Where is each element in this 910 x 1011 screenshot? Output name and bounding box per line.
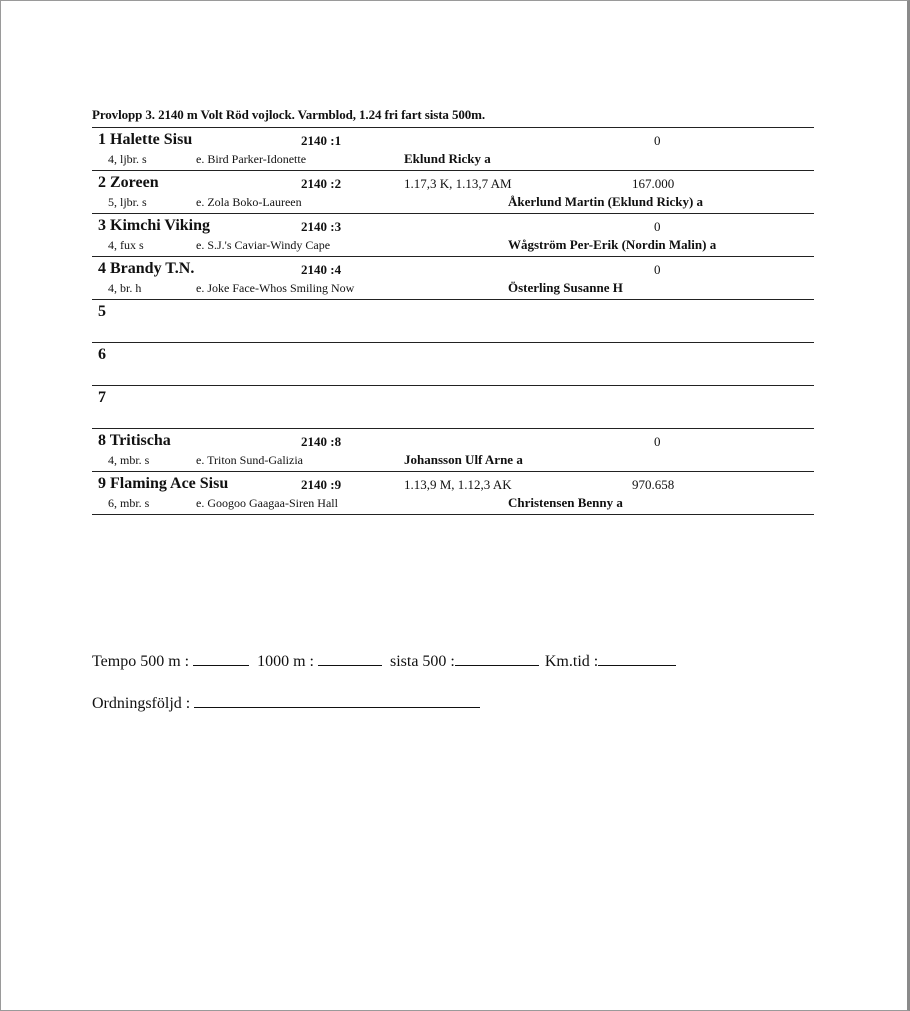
distance-post: 2140 :1: [301, 133, 342, 148]
driver: Eklund Ricky a: [404, 151, 491, 166]
entry-row: [92, 214, 814, 257]
horse-name: 8 Tritischa: [98, 432, 171, 449]
entry-row-empty: [92, 300, 814, 343]
distance-post: 2140 :3: [301, 219, 342, 234]
entry-row: [92, 472, 814, 515]
pedigree: e. Googoo Gaagaa-Siren Hall: [196, 496, 338, 510]
horse-info: 5, ljbr. s: [108, 195, 147, 209]
entry-row: [92, 171, 814, 214]
tempo-500-blank: [193, 651, 249, 666]
horse-info: 4, fux s: [108, 238, 144, 252]
start-number: 6: [98, 346, 106, 363]
record-times: 1.13,9 M, 1.12,3 AK: [404, 477, 512, 492]
record-times: 1.17,3 K, 1.13,7 AM: [404, 176, 512, 191]
driver: Österling Susanne H: [508, 280, 623, 295]
distance-post: 2140 :8: [301, 434, 342, 449]
pedigree: e. Bird Parker-Idonette: [196, 152, 307, 166]
earnings: 167.000: [632, 176, 675, 191]
entry-row: [92, 429, 814, 472]
earnings: 0: [654, 133, 661, 148]
horse-info: 6, mbr. s: [108, 496, 150, 510]
start-number: 7: [98, 389, 106, 406]
driver: Wågström Per-Erik (Nordin Malin) a: [508, 237, 717, 252]
horse-name: 2 Zoreen: [98, 174, 159, 191]
km-tid-label: Km.tid :: [544, 653, 599, 670]
horse-name: 4 Brandy T.N.: [98, 260, 195, 277]
horse-name: 1 Halette Sisu: [98, 131, 193, 148]
entry-row-empty: [92, 343, 814, 386]
horse-name: 3 Kimchi Viking: [98, 217, 211, 234]
tempo-500-label: Tempo 500 m :: [92, 653, 190, 670]
horse-info: 4, ljbr. s: [108, 152, 147, 166]
distance-post: 2140 :9: [301, 477, 342, 492]
horse-name: 9 Flaming Ace Sisu: [98, 475, 229, 492]
ordningsfoljd-blank: [194, 693, 480, 708]
horse-info: 4, br. h: [108, 281, 142, 295]
driver: Christensen Benny a: [508, 495, 623, 510]
ordningsfoljd-label: Ordningsföljd :: [92, 695, 191, 712]
ordningsfoljd-line: [92, 693, 480, 713]
distance-post: 2140 :2: [301, 176, 342, 191]
entry-row: [92, 257, 814, 300]
pedigree: e. Joke Face-Whos Smiling Now: [196, 281, 355, 295]
pedigree: e. S.J.'s Caviar-Windy Cape: [196, 238, 331, 252]
earnings: 0: [654, 434, 661, 449]
entry-row-empty: [92, 386, 814, 429]
entry-row: [92, 128, 814, 171]
pedigree: e. Triton Sund-Galizia: [196, 453, 303, 467]
pedigree: e. Zola Boko-Laureen: [196, 195, 302, 209]
driver: Åkerlund Martin (Eklund Ricky) a: [508, 194, 704, 209]
distance-post: 2140 :4: [301, 262, 342, 277]
sista-500-blank: [455, 651, 539, 666]
horse-info: 4, mbr. s: [108, 453, 150, 467]
earnings: 0: [654, 262, 661, 277]
entries-list: [92, 127, 814, 515]
earnings: 970.658: [632, 477, 675, 492]
tempo-1000-label: 1000 m :: [257, 653, 314, 670]
start-number: 5: [98, 303, 106, 320]
earnings: 0: [654, 219, 661, 234]
sista-500-label: sista 500 :: [389, 653, 455, 670]
driver: Johansson Ulf Arne a: [404, 452, 523, 467]
km-tid-blank: [598, 651, 676, 666]
tempo-line: [92, 651, 676, 671]
race-title: Provlopp 3. 2140 m Volt Röd vojlock. Varmblod, 1.24 fri fart sista 500m.: [92, 107, 486, 122]
tempo-1000-blank: [318, 651, 382, 666]
